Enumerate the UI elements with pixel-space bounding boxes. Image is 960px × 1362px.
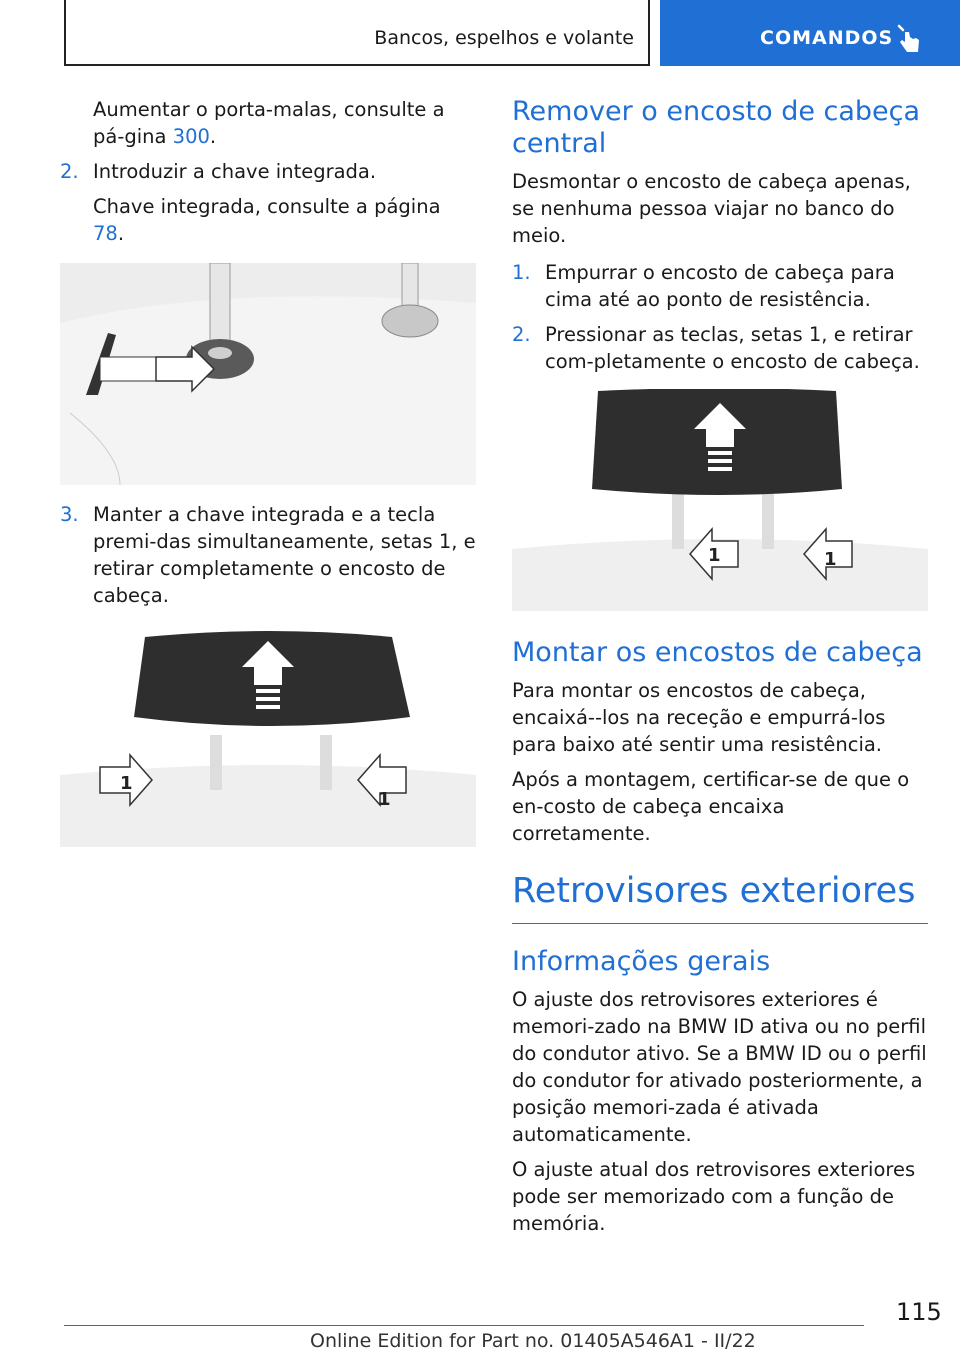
step-3 xyxy=(60,501,476,609)
figure-headrest-remove xyxy=(60,625,476,847)
heading-mount-headrests: Montar os encostos de cabeça xyxy=(512,637,923,668)
mount-paragraph-2: Após a montagem, certificar-se de que o en-costo de cabeça encaixa corretamente. xyxy=(512,768,910,845)
footer-edition: Online Edition for Part no. 01405A546A1 - II/22 xyxy=(310,1330,756,1352)
remove-step-2 xyxy=(512,321,928,375)
footer-divider xyxy=(64,1325,864,1326)
step-2-note xyxy=(60,193,476,247)
step-2 xyxy=(60,158,476,185)
step-text: Manter a chave integrada e a tecla premi-das simultaneamente, setas 1, e retirar completamente o encosto de cabeça. xyxy=(93,503,476,607)
remove-step-1 xyxy=(512,259,928,313)
step-number: 3. xyxy=(60,503,79,526)
page-link-300[interactable]: 300 xyxy=(172,125,210,148)
step-number: 2. xyxy=(60,160,79,183)
info-paragraph-2: O ajuste atual dos retrovisores exteriores pode ser memorizado com a função de memória. xyxy=(512,1158,916,1235)
step-text: Pressionar as teclas, setas 1, e retirar com-pletamente o encosto de cabeça. xyxy=(545,323,920,373)
intro-text: Aumentar o porta-malas, consulte a pá-gina xyxy=(93,98,445,148)
arrow-label: 1 xyxy=(120,773,133,794)
figure-integrated-key xyxy=(60,263,476,485)
right-column xyxy=(512,96,928,1245)
page-number: 115 xyxy=(896,1298,942,1326)
section-title: Bancos, espelhos e volante xyxy=(374,27,634,49)
step-number: 1. xyxy=(512,261,531,284)
chapter-title: COMANDOS xyxy=(760,27,894,49)
header-section-box xyxy=(64,0,650,66)
note-end: . xyxy=(117,222,125,245)
note-text: Chave integrada, consulte a página xyxy=(93,195,441,218)
step-text: Empurrar o encosto de cabeça para cima até ao ponto de resistência. xyxy=(545,261,895,311)
heading-remove-center-headrest: Remover o encosto de cabeça central xyxy=(512,96,921,159)
step-number: 2. xyxy=(512,323,531,346)
arrow-label: 1 xyxy=(824,549,837,570)
page-link-78[interactable]: 78 xyxy=(93,222,118,245)
arrow-label: 1 xyxy=(708,545,721,566)
step-text: Introduzir a chave integrada. xyxy=(93,160,377,183)
heading-exterior-mirrors: Retrovisores exteriores xyxy=(512,869,928,924)
info-paragraph-1: O ajuste dos retrovisores exteriores é memori-zado na BMW ID ativa ou no perfil do condutor ativo. Se a BMW ID ou o perfil do condutor for ativado posteriormente, a posição memori-zada é ativada automaticamente. xyxy=(512,988,927,1146)
header-chapter-tab xyxy=(660,0,960,66)
figure-center-headrest-remove xyxy=(512,389,928,611)
left-column xyxy=(60,96,476,847)
intro-paragraph xyxy=(60,96,476,150)
intro-end: . xyxy=(209,125,217,148)
mount-paragraph-1: Para montar os encostos de cabeça, encaixá--los na receção e empurrá-los para baixo até sentir uma resistência. xyxy=(512,679,886,756)
remove-intro: Desmontar o encosto de cabeça apenas, se nenhuma pessoa viajar no banco do meio. xyxy=(512,170,911,247)
hand-pointer-icon xyxy=(896,24,922,54)
arrow-label: 1 xyxy=(378,789,391,810)
heading-general-info: Informações gerais xyxy=(512,946,771,977)
